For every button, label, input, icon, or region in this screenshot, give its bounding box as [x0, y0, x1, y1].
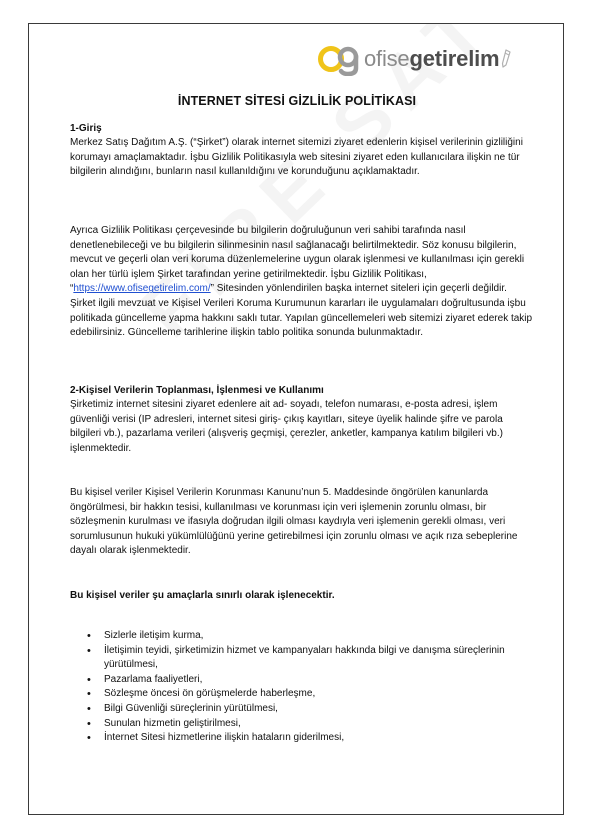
logo-text-dark: getirelim	[409, 46, 500, 71]
paragraph-text: ” Sitesinden yönlendirilen başka internet siteleri için geçerli değildir. Şirket ilgili mevzuat ve Kişisel Verileri Koruma Kurumunun kararları ile uygulamaları doğrultusunda işbu politikada güncelleme yapma hakkını saklı tutar. Yapılan güncellemeleri web sitemizi ziyaret ederek takip edebilirsiniz. Güncelleme tarihlerine ilişkin tablo politika sonunda bulunmaktadır.	[70, 283, 533, 339]
list-item: • Sunulan hizmetin geliştirilmesi,	[87, 717, 527, 732]
website-link[interactable]: https://www.ofisegetirelim.com/	[73, 283, 211, 295]
list-item: • İnternet Sitesi hizmetlerine ilişkin hataların giderilmesi,	[87, 731, 527, 746]
company-logo	[317, 42, 513, 76]
list-item: • Sözleşme öncesi ön görüşmelerde haberleşme,	[87, 687, 527, 702]
list-item: • İletişimin teyidi, şirketimizin hizmet ve kampanyaları hakkında bilgi ve danışma süreçlerinin yürütülmesi,	[87, 644, 527, 673]
logo-og-icon	[317, 42, 363, 76]
pencil-icon	[501, 47, 513, 71]
paragraph-text: Ayrıca Gizlilik Politikası çerçevesinde bu bilgilerin doğruluğunun veri sahibi tarafında nasıl denetlenebileceği ve bu bilgilerin silinmesinin nasıl sağlanacağı belirtilmektedir. Söz konusu bilgilerin, mevcut ve geçerli olan veri koruma düzenlemelerine uygun olarak işlenmesi ve kullanılması için gerekli olan her türlü işlem Şirket tarafından yerine getirilmektedir. İşbu Gizlilik Politikası, “	[70, 225, 525, 295]
list-item: • Bilgi Güvenliği süreçlerinin yürütülmesi,	[87, 702, 527, 717]
logo-wordmark	[364, 42, 499, 76]
purposes-list	[87, 629, 527, 746]
section2-paragraph-1: Şirketimiz internet sitesini ziyaret edenlere ait ad- soyadı, telefon numarası, e-posta adresi, işlem güvenliği verisi (IP adresleri, internet sitesi giriş- çıkış kayıtları, siteye üyelik halinde şifre ve parola bilgileri vb.), pazarlama verileri (alışveriş geçmişi, çerezler, anketler, kampanya katılım bilgileri vb.) işlenmektedir.	[70, 399, 503, 454]
section1-paragraph-1: Merkez Satış Dağıtım A.Ş. (“Şirket”) olarak internet sitemizi ziyaret edenlerin kişisel verilerinin gizliliğini korumayı amaçlamaktadır. İşbu Gizlilik Politikasıyla web sitesini ziyaret eden kullanıcılara ilişkin ne tür bilgilerin alındığını, bunların nasıl kullanıldığını ve korunduğunu açıklamaktadır.	[70, 137, 523, 178]
list-item: • Sizlerle iletişim kurma,	[87, 629, 527, 644]
section1-heading: 1-Giriş	[70, 123, 102, 134]
logo-text-light: ofise	[364, 46, 410, 71]
page-title: İNTERNET SİTESİ GİZLİLİK POLİTİKASI	[177, 94, 417, 108]
section2-heading: 2-Kişisel Verilerin Toplanması, İşlenmesi ve Kullanımı	[70, 385, 324, 396]
document-page	[28, 23, 564, 815]
purposes-heading: Bu kişisel veriler şu amaçlarla sınırlı olarak işlenecektir.	[70, 590, 335, 601]
list-item: • Pazarlama faaliyetleri,	[87, 673, 527, 688]
section2-paragraph-2: Bu kişisel veriler Kişisel Verilerin Korunması Kanunu’nun 5. Maddesinde öngörülen kanunlarda öngörülmesi, bir hakkın tesisi, kullanılması ve korunması için veri işlemenin zorunlu olması, bir sözleşmenin kurulması ve ifasıyla doğrudan ilgili olması kaydıyla veri işlemenin gerekli olması, veri sorumlusunun hukuki yükümlülüğünü yerine getirebilmesi için zorunlu olması ve açık rıza sebeplerine dayalı olarak işlenmektedir.	[70, 487, 518, 557]
section1-paragraph-2	[70, 224, 534, 341]
